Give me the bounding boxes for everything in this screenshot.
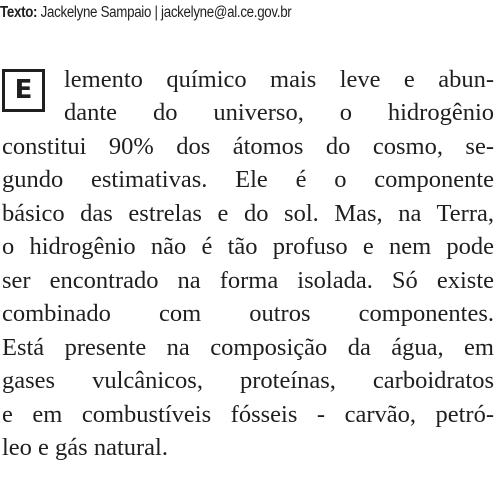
- article-line: o hidrogênio não é tão profuso e nem pode: [2, 233, 494, 260]
- article-line: combinado com outros componentes.: [2, 300, 494, 327]
- article-line: básico das estrelas e do sol. Mas, na Terra,: [2, 200, 494, 227]
- article-line: Está presente na composição da água, em: [2, 334, 494, 361]
- article-line: gundo estimativas. Ele é o componente: [2, 166, 494, 193]
- article-line: gases vulcânicos, proteínas, carboidratos: [2, 367, 494, 394]
- article-line: constitui 90% dos átomos do cosmo, se-: [2, 133, 494, 160]
- article-line: dante do universo, o hidrogênio: [64, 99, 494, 126]
- article-line: e em combustíveis fósseis - carvão, petró-: [2, 401, 494, 428]
- byline-author: Jackelyne Sampaio | jackelyne@al.ce.gov.br: [40, 4, 292, 21]
- drop-cap: E: [2, 69, 45, 112]
- byline-label: Texto:: [0, 4, 38, 21]
- article-line-last: leo e gás natural.: [2, 434, 168, 461]
- article-line: lemento químico mais leve e abun-: [64, 66, 494, 93]
- article-line: ser encontrado na forma isolada. Só existe: [2, 267, 494, 294]
